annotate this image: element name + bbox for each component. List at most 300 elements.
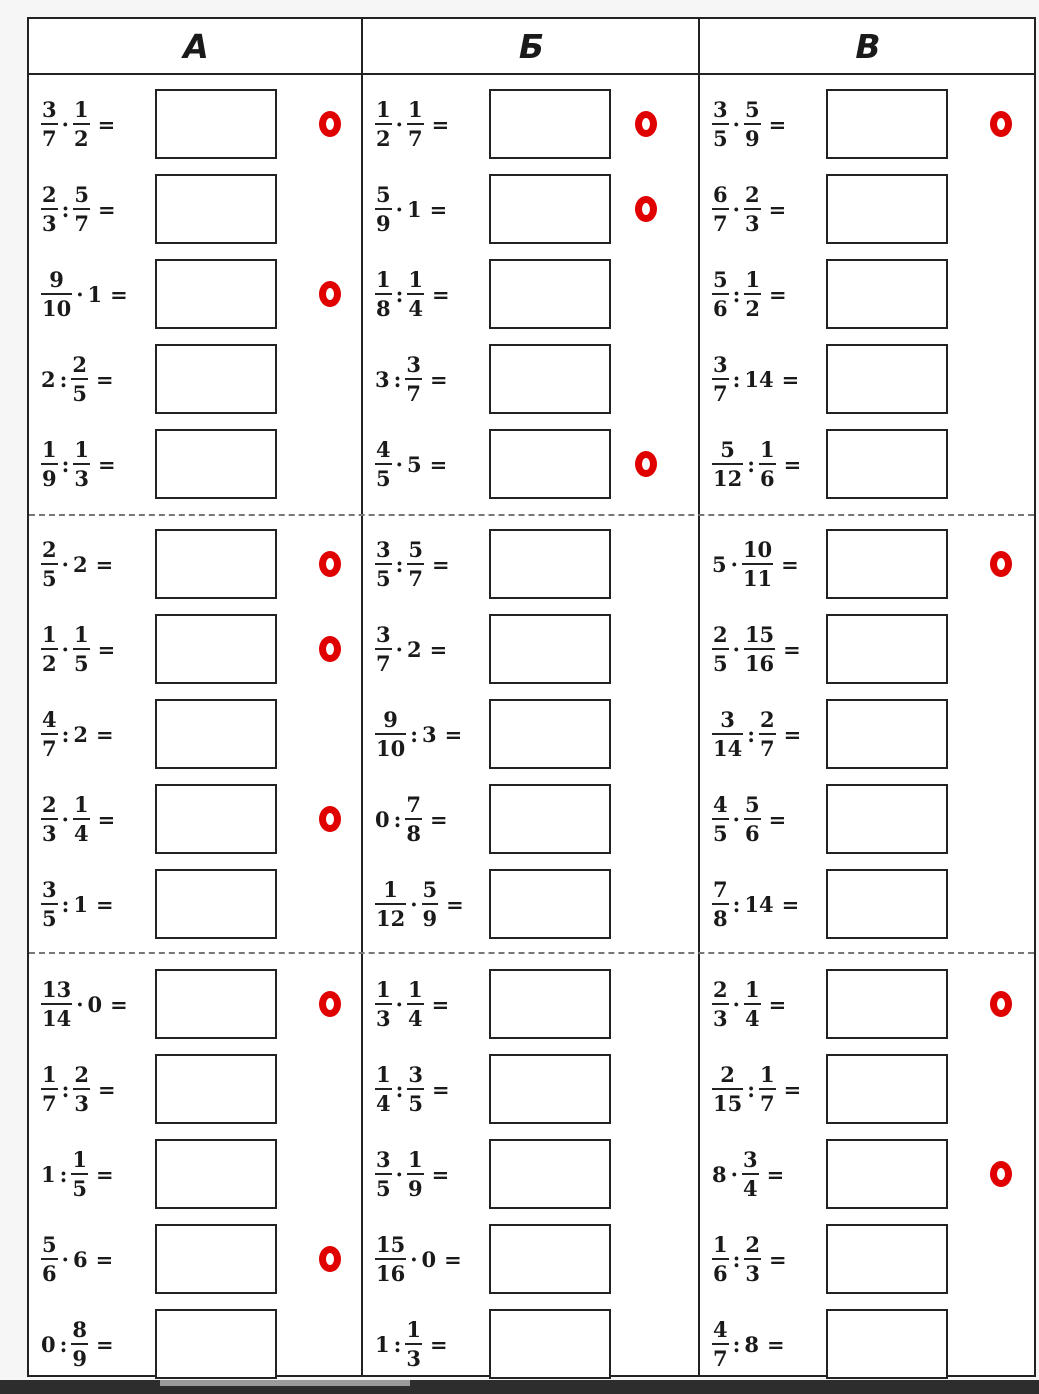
- answer-box[interactable]: [155, 1139, 277, 1209]
- exercise-row: [375, 969, 698, 1039]
- denominator: 15: [713, 1091, 743, 1116]
- operator: :: [61, 891, 70, 917]
- fraction: [41, 624, 58, 674]
- exercise-row: [712, 529, 1034, 599]
- fraction: [73, 439, 90, 489]
- answer-box[interactable]: [826, 969, 948, 1039]
- numerator: 5: [744, 97, 760, 122]
- denominator: 5: [376, 1176, 391, 1201]
- operator: :: [59, 1161, 68, 1187]
- operator: ·: [76, 991, 84, 1017]
- exercise-row: [375, 869, 698, 939]
- expression: [41, 174, 153, 244]
- fraction: [375, 879, 406, 929]
- exercise-row: [375, 1139, 698, 1209]
- whole-number: 0: [41, 1331, 56, 1357]
- numerator: 5: [713, 267, 728, 292]
- whole-number: 1: [375, 1331, 390, 1357]
- equals-sign: =: [783, 1076, 802, 1102]
- expression: [375, 699, 487, 769]
- expression: [712, 1054, 824, 1124]
- fraction: [405, 794, 422, 844]
- equals-sign: =: [97, 636, 116, 662]
- denominator: 2: [376, 126, 391, 151]
- answer-box[interactable]: [489, 784, 611, 854]
- equals-sign: =: [781, 366, 800, 392]
- numerator: 4: [713, 1317, 728, 1342]
- denominator: 7: [713, 381, 728, 406]
- numerator: 5: [42, 1232, 57, 1257]
- equals-sign: =: [431, 111, 450, 137]
- operator: :: [393, 806, 402, 832]
- fraction: [71, 1149, 88, 1199]
- exercise-row: [41, 174, 361, 244]
- answer-box[interactable]: [826, 344, 948, 414]
- exercise-row: [712, 969, 1034, 1039]
- exercise-row: [712, 869, 1034, 939]
- denominator: 16: [376, 1261, 406, 1286]
- answer-box[interactable]: [826, 429, 948, 499]
- equals-sign: =: [783, 721, 802, 747]
- denominator: 6: [744, 821, 760, 846]
- exercise-row: [41, 969, 361, 1039]
- equals-sign: =: [769, 281, 787, 307]
- exercise-row: [375, 784, 698, 854]
- operator: ·: [61, 1246, 69, 1272]
- red-circle-mark-icon: [319, 1246, 341, 1272]
- operator: :: [59, 1331, 68, 1357]
- expression: [41, 1054, 153, 1124]
- numerator: 4: [713, 792, 728, 817]
- answer-box[interactable]: [489, 529, 611, 599]
- answer-box[interactable]: [155, 699, 277, 769]
- answer-box[interactable]: [826, 784, 948, 854]
- whole-number: 5: [712, 551, 727, 577]
- equals-sign: =: [781, 551, 799, 577]
- fraction: [712, 1064, 743, 1114]
- answer-box[interactable]: [826, 1224, 948, 1294]
- fraction: [712, 439, 743, 489]
- equals-sign: =: [429, 636, 448, 662]
- answer-box[interactable]: [489, 1054, 611, 1124]
- denominator: 9: [72, 1346, 88, 1371]
- fraction: [375, 439, 392, 489]
- fraction: [41, 979, 72, 1029]
- red-circle-mark-icon: [319, 806, 341, 832]
- numerator: 1: [713, 1232, 728, 1257]
- denominator: 3: [745, 1261, 761, 1286]
- answer-box[interactable]: [155, 969, 277, 1039]
- numerator: 1: [376, 1062, 391, 1087]
- numerator: 1: [376, 977, 391, 1002]
- red-circle-mark-icon: [319, 281, 341, 307]
- denominator: 3: [42, 821, 57, 846]
- red-circle-mark-icon: [319, 111, 341, 137]
- numerator: 2: [720, 1062, 735, 1087]
- denominator: 5: [42, 906, 57, 931]
- answer-box[interactable]: [155, 1309, 277, 1379]
- numerator: 2: [760, 707, 775, 732]
- denominator: 3: [42, 211, 57, 236]
- denominator: 9: [422, 906, 438, 931]
- answer-box[interactable]: [826, 699, 948, 769]
- numerator: 3: [713, 352, 728, 377]
- fraction: [744, 979, 761, 1029]
- denominator: 4: [742, 1176, 758, 1201]
- operator: ·: [61, 636, 69, 662]
- fraction: [712, 709, 743, 759]
- operator: ·: [395, 1161, 403, 1187]
- operator: :: [747, 451, 755, 477]
- numerator: 1: [73, 97, 89, 122]
- equals-sign: =: [768, 111, 787, 137]
- operator: ·: [732, 111, 740, 137]
- fraction: [73, 794, 90, 844]
- answer-box[interactable]: [826, 614, 948, 684]
- bottom-scrollbar-track[interactable]: [0, 1380, 1039, 1394]
- red-circle-mark-icon: [635, 196, 657, 222]
- whole-number: 2: [73, 721, 89, 747]
- answer-box[interactable]: [155, 1224, 277, 1294]
- operator: ·: [395, 636, 403, 662]
- equals-sign: =: [96, 1161, 114, 1187]
- fraction: [405, 354, 422, 404]
- numerator: 2: [42, 792, 57, 817]
- fraction: [712, 354, 729, 404]
- numerator: 1: [407, 1147, 423, 1172]
- numerator: 1: [383, 877, 398, 902]
- denominator: 7: [42, 736, 57, 761]
- denominator: 7: [760, 1091, 775, 1116]
- equals-sign: =: [110, 281, 128, 307]
- whole-number: 0: [421, 1246, 437, 1272]
- answer-box[interactable]: [155, 529, 277, 599]
- expression: [375, 969, 487, 1039]
- whole-number: 8: [744, 1331, 760, 1357]
- equals-sign: =: [767, 1331, 785, 1357]
- whole-number: 1: [87, 281, 103, 307]
- denominator: 9: [42, 466, 57, 491]
- whole-number: 8: [712, 1161, 727, 1187]
- whole-number: 14: [744, 366, 774, 392]
- fraction: [407, 979, 424, 1029]
- operator: ·: [410, 1246, 418, 1272]
- denominator: 3: [74, 466, 90, 491]
- numerator: 5: [720, 437, 735, 462]
- answer-box[interactable]: [826, 89, 948, 159]
- expression: [375, 1054, 487, 1124]
- exercise-row: [375, 1054, 698, 1124]
- fraction: [71, 1319, 88, 1369]
- answer-box[interactable]: [155, 784, 277, 854]
- column-header: А: [183, 27, 209, 66]
- whole-number: 1: [406, 196, 422, 222]
- equals-sign: =: [96, 891, 114, 917]
- fraction: [407, 269, 424, 319]
- fraction: [712, 269, 729, 319]
- expression: [41, 869, 153, 939]
- exercise-row: [712, 699, 1034, 769]
- numerator: 1: [408, 267, 424, 292]
- answer-box[interactable]: [489, 259, 611, 329]
- exercise-row: [41, 699, 361, 769]
- expression: [41, 344, 153, 414]
- answer-box[interactable]: [826, 1309, 948, 1379]
- numerator: 1: [42, 622, 57, 647]
- red-circle-mark-icon: [319, 991, 341, 1017]
- numerator: 2: [745, 1232, 761, 1257]
- numerator: 5: [422, 877, 438, 902]
- answer-box[interactable]: [155, 259, 277, 329]
- denominator: 7: [408, 566, 424, 591]
- fraction: [759, 709, 776, 759]
- expression: [712, 1224, 824, 1294]
- answer-box[interactable]: [826, 869, 948, 939]
- fraction: [744, 624, 775, 674]
- answer-box[interactable]: [489, 1224, 611, 1294]
- denominator: 10: [42, 296, 72, 321]
- equals-sign: =: [444, 1246, 462, 1272]
- fraction: [73, 624, 90, 674]
- answer-box[interactable]: [489, 174, 611, 244]
- answer-box[interactable]: [155, 344, 277, 414]
- exercise-row: [41, 344, 361, 414]
- exercise-row: [712, 429, 1034, 499]
- denominator: 4: [73, 821, 89, 846]
- operator: :: [393, 1331, 402, 1357]
- exercise-row: [375, 89, 698, 159]
- expression: [375, 1309, 487, 1379]
- operator: :: [747, 721, 755, 747]
- operator: ·: [61, 806, 69, 832]
- numerator: 13: [42, 977, 72, 1002]
- fraction: [375, 1064, 392, 1114]
- answer-box[interactable]: [489, 1309, 611, 1379]
- answer-box[interactable]: [826, 259, 948, 329]
- denominator: 5: [72, 381, 88, 406]
- numerator: 3: [720, 707, 735, 732]
- equals-sign: =: [768, 806, 787, 832]
- answer-box[interactable]: [489, 89, 611, 159]
- operator: :: [61, 1076, 70, 1102]
- denominator: 5: [73, 651, 89, 676]
- answer-box[interactable]: [826, 1054, 948, 1124]
- expression: [41, 784, 153, 854]
- answer-box[interactable]: [155, 1054, 277, 1124]
- operator: ·: [61, 551, 69, 577]
- denominator: 5: [376, 466, 391, 491]
- fraction: [759, 439, 776, 489]
- numerator: 2: [42, 182, 57, 207]
- denominator: 9: [744, 126, 760, 151]
- numerator: 1: [72, 1147, 88, 1172]
- denominator: 3: [376, 1006, 391, 1031]
- whole-number: 14: [744, 891, 774, 917]
- whole-number: 5: [406, 451, 422, 477]
- expression: [41, 1309, 153, 1379]
- exercise-row: [41, 529, 361, 599]
- bottom-scrollbar-thumb[interactable]: [160, 1380, 410, 1386]
- numerator: 7: [713, 877, 728, 902]
- fraction: [73, 1064, 90, 1114]
- denominator: 7: [713, 1346, 728, 1371]
- whole-number: 3: [422, 721, 437, 747]
- exercise-row: [712, 259, 1034, 329]
- denominator: 3: [74, 1091, 90, 1116]
- answer-box[interactable]: [489, 1139, 611, 1209]
- operator: :: [395, 551, 404, 577]
- denominator: 9: [407, 1176, 423, 1201]
- operator: ·: [732, 636, 740, 662]
- denominator: 5: [408, 1091, 424, 1116]
- red-circle-mark-icon: [990, 991, 1012, 1017]
- expression: [375, 529, 487, 599]
- numerator: 10: [742, 537, 773, 562]
- fraction: [422, 879, 439, 929]
- operator: :: [395, 281, 404, 307]
- fraction: [41, 1064, 58, 1114]
- exercise-row: [712, 1054, 1034, 1124]
- answer-box[interactable]: [489, 614, 611, 684]
- expression: [712, 969, 824, 1039]
- numerator: 1: [407, 977, 423, 1002]
- equals-sign: =: [432, 1076, 450, 1102]
- expression: [712, 529, 824, 599]
- fraction: [375, 624, 392, 674]
- group-divider: [29, 952, 1034, 954]
- fraction: [375, 1149, 392, 1199]
- fraction: [712, 794, 729, 844]
- whole-number: 2: [72, 551, 88, 577]
- answer-box[interactable]: [489, 344, 611, 414]
- operator: :: [393, 366, 402, 392]
- whole-number: 2: [406, 636, 422, 662]
- fraction: [742, 1149, 759, 1199]
- numerator: 5: [74, 182, 90, 207]
- equals-sign: =: [97, 111, 116, 137]
- numerator: 1: [744, 977, 760, 1002]
- numerator: 2: [713, 977, 728, 1002]
- exercise-row: [712, 1224, 1034, 1294]
- fraction: [41, 539, 58, 589]
- answer-box[interactable]: [826, 529, 948, 599]
- exercise-row: [712, 784, 1034, 854]
- red-circle-mark-icon: [635, 111, 657, 137]
- exercise-row: [41, 1309, 361, 1379]
- fraction: [744, 99, 761, 149]
- answer-box[interactable]: [155, 614, 277, 684]
- fraction: [712, 979, 729, 1029]
- answer-box[interactable]: [155, 174, 277, 244]
- operator: ·: [395, 111, 403, 137]
- equals-sign: =: [95, 1246, 114, 1272]
- answer-box[interactable]: [489, 699, 611, 769]
- denominator: 5: [72, 1176, 88, 1201]
- denominator: 7: [407, 126, 423, 151]
- answer-box[interactable]: [826, 1139, 948, 1209]
- denominator: 7: [713, 211, 728, 236]
- fraction: [712, 1234, 729, 1284]
- numerator: 3: [742, 1147, 758, 1172]
- numerator: 3: [406, 352, 422, 377]
- fraction: [712, 184, 729, 234]
- expression: [41, 529, 153, 599]
- answer-box[interactable]: [826, 174, 948, 244]
- denominator: 4: [376, 1091, 391, 1116]
- red-circle-mark-icon: [319, 636, 341, 662]
- operator: :: [61, 721, 70, 747]
- denominator: 14: [713, 736, 743, 761]
- expression: [712, 1139, 824, 1209]
- operator: ·: [730, 551, 738, 577]
- expression: [712, 259, 824, 329]
- answer-box[interactable]: [155, 429, 277, 499]
- equals-sign: =: [781, 891, 800, 917]
- whole-number: 1: [73, 891, 89, 917]
- whole-number: 0: [375, 806, 390, 832]
- numerator: 1: [407, 97, 423, 122]
- numerator: 1: [406, 1317, 422, 1342]
- numerator: 2: [72, 352, 88, 377]
- answer-box[interactable]: [155, 869, 277, 939]
- denominator: 3: [406, 1346, 422, 1371]
- operator: ·: [395, 196, 403, 222]
- fraction: [375, 269, 392, 319]
- exercise-row: [375, 344, 698, 414]
- whole-number: 1: [41, 1161, 56, 1187]
- answer-box[interactable]: [489, 429, 611, 499]
- exercise-row: [712, 614, 1034, 684]
- exercise-row: [375, 1224, 698, 1294]
- equals-sign: =: [430, 366, 448, 392]
- fraction: [41, 794, 58, 844]
- exercise-row: [375, 174, 698, 244]
- answer-box[interactable]: [155, 89, 277, 159]
- expression: [712, 1309, 824, 1379]
- expression: [375, 1139, 487, 1209]
- equals-sign: =: [96, 1331, 114, 1357]
- exercise-row: [41, 89, 361, 159]
- answer-box[interactable]: [489, 869, 611, 939]
- expression: [712, 784, 824, 854]
- column-header: В: [855, 27, 881, 66]
- numerator: 3: [713, 97, 728, 122]
- answer-box[interactable]: [489, 969, 611, 1039]
- numerator: 3: [376, 1147, 391, 1172]
- denominator: 5: [713, 821, 728, 846]
- red-circle-mark-icon: [319, 551, 341, 577]
- fraction: [41, 439, 58, 489]
- numerator: 3: [42, 877, 57, 902]
- exercise-row: [712, 344, 1034, 414]
- expression: [375, 1224, 487, 1294]
- denominator: 7: [74, 211, 90, 236]
- whole-number: 3: [375, 366, 390, 392]
- header-divider: [29, 73, 1034, 75]
- denominator: 8: [376, 296, 391, 321]
- operator: :: [732, 1246, 741, 1272]
- operator: :: [732, 366, 741, 392]
- expression: [41, 1139, 153, 1209]
- fraction: [712, 99, 729, 149]
- expression: [375, 89, 487, 159]
- denominator: 5: [376, 566, 391, 591]
- numerator: 1: [42, 437, 57, 462]
- denominator: 7: [406, 381, 422, 406]
- denominator: 14: [42, 1006, 72, 1031]
- operator: ·: [732, 196, 740, 222]
- exercise-row: [41, 614, 361, 684]
